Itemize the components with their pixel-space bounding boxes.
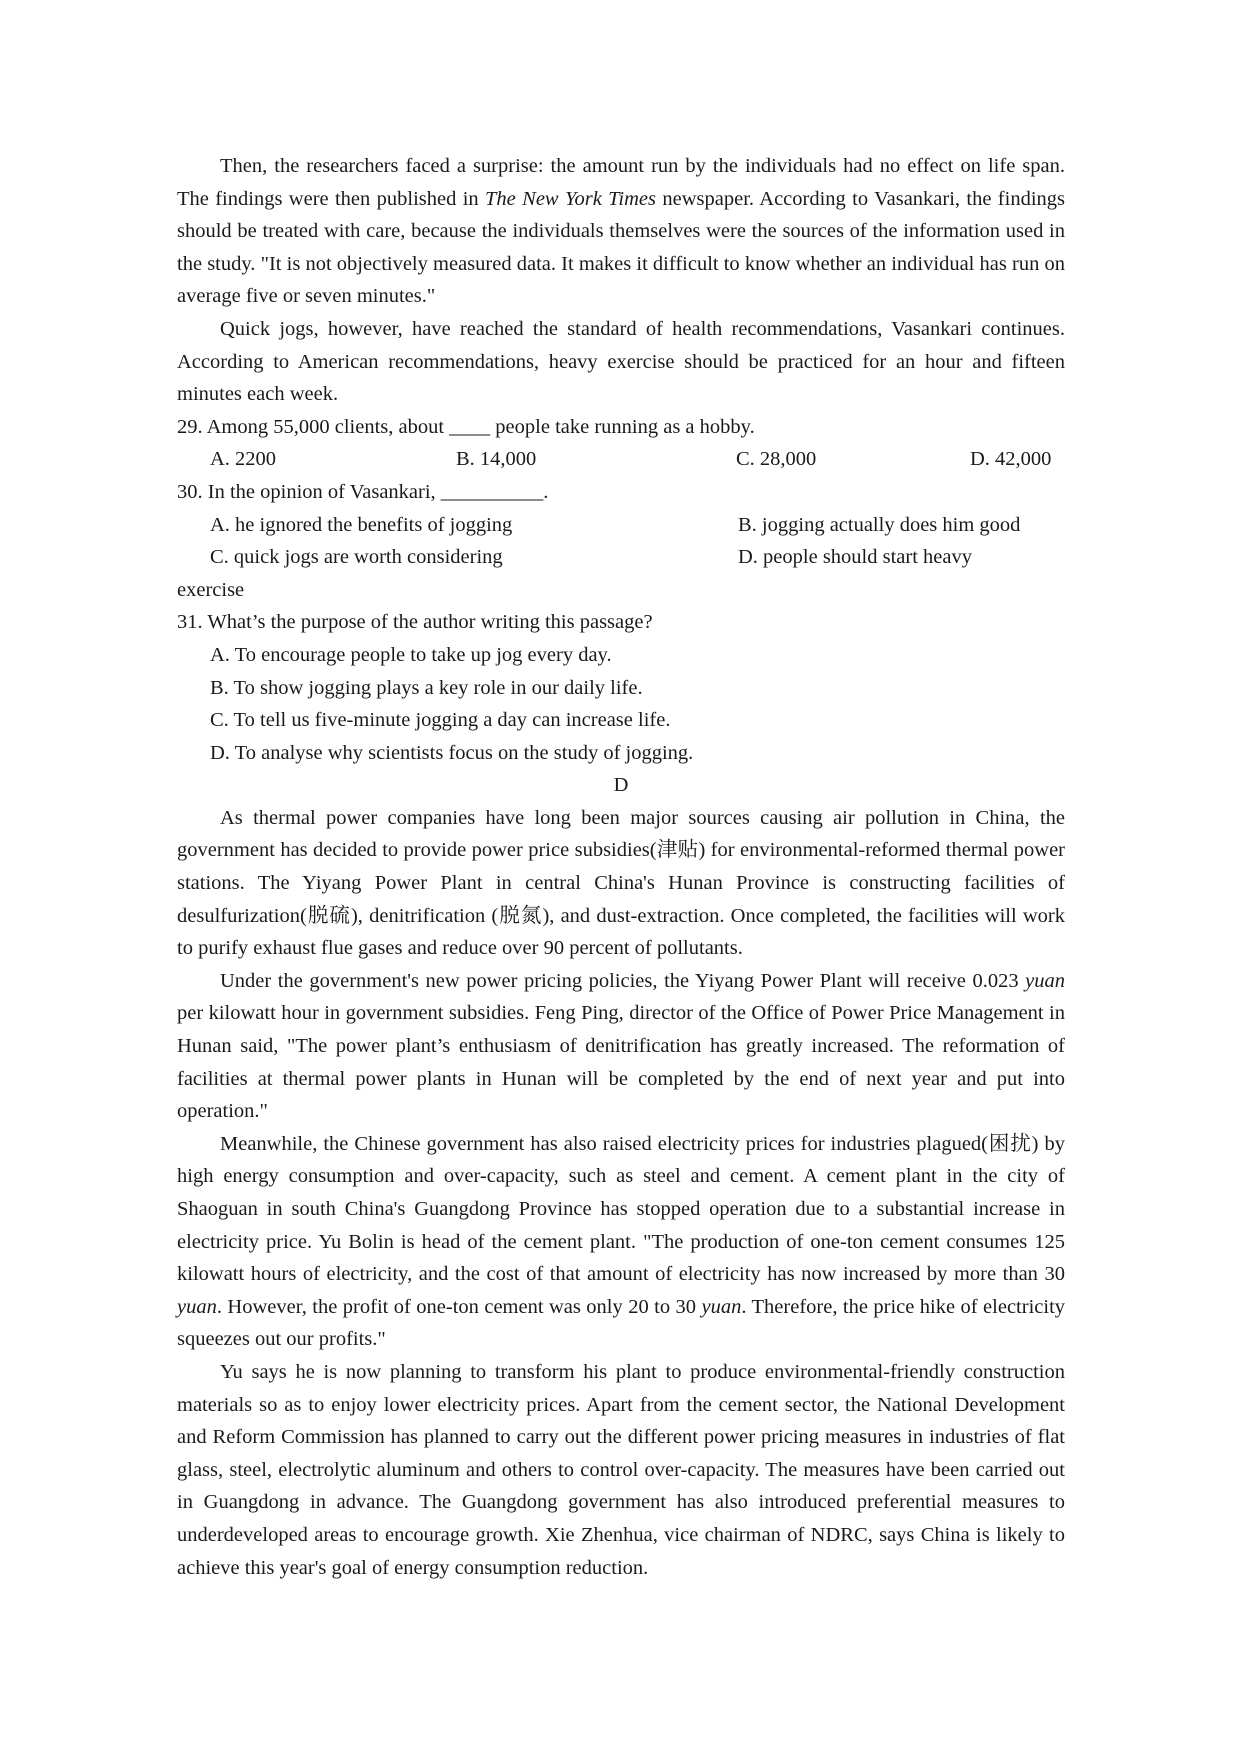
option-d-continuation: exercise <box>177 578 245 601</box>
option-d: D. people should start heavy <box>738 546 972 569</box>
question-30-stem: 30. In the opinion of Vasankari, __________. <box>177 480 549 503</box>
option-d: D. To analyse why scientists focus on the study of jogging. <box>210 741 694 764</box>
passage-d-paragraph-3 <box>177 1128 1065 1356</box>
currency-term: yuan <box>1025 969 1065 992</box>
option-c: C. 28,000 <box>736 448 817 471</box>
text-run: Under the government's new power pricing policies, the Yiyang Power Plant will receive 0.023 <box>220 969 1026 992</box>
option-c: C. To tell us five-minute jogging a day can increase life. <box>210 709 671 732</box>
passage-d-paragraph-4: Yu says he is now planning to transform his plant to produce environmental-friendly construction materials so as to enjoy lower electricity prices. Apart from the cement sector, the National Development and Reform Commission has planned to carry out the different power pricing measures in industries of flat glass, steel, electrolytic aluminum and others to control over-capacity. The measures have been carried out in Guangdong in advance. The Guangdong government has also introduced preferential measures to underdeveloped areas to encourage growth. Xie Zhenhua, vice chairman of NDRC, says China is likely to achieve this year's goal of energy consumption reduction. <box>177 1360 1065 1579</box>
question-31-stem: 31. What’s the purpose of the author writing this passage? <box>177 611 653 634</box>
text-run: per kilowatt hour in government subsidies. Feng Ping, director of the Office of Power Price Management in Hunan said, "The power plant’s enthusiasm of denitrification has greatly increased. The reformation of facilities at thermal power plants in Hunan will be completed by the end of next year and put into operation." <box>177 1002 1065 1123</box>
option-b: B. To show jogging plays a key role in our daily life. <box>210 676 643 699</box>
option-a: A. he ignored the benefits of jogging <box>210 513 513 536</box>
option-b: B. 14,000 <box>456 448 537 471</box>
option-c: C. quick jogs are worth considering <box>210 546 503 569</box>
newspaper-title: The New York Times <box>485 187 657 210</box>
page-content <box>177 150 1065 1584</box>
text-run: . However, the profit of one-ton cement was only 20 to 30 <box>216 1295 702 1318</box>
text-run: Then, the researchers faced a surprise: the amount run by the individuals had no effect on life span. The findings were then published in <box>177 155 1065 210</box>
passage-c-paragraph-2: Quick jogs, however, have reached the standard of health recommendations, Vasankari continues. According to American recommendations, heavy exercise should be practiced for an hour and fifteen minutes each week. <box>177 317 1065 406</box>
currency-term: yuan <box>177 1295 217 1318</box>
passage-d-paragraph-2 <box>177 965 1065 1128</box>
option-a: A. To encourage people to take up jog every day. <box>210 643 612 666</box>
option-b: B. jogging actually does him good <box>738 513 1021 536</box>
option-d: D. 42,000 <box>970 448 1052 471</box>
text-run: newspaper. According to Vasankari, the findings should be treated with care, because the individuals themselves were the sources of the information used in the study. "It is not objectively measured data. It makes it difficult to know whether an individual has run on average five or seven minutes." <box>177 187 1066 308</box>
question-30-options-row-1 <box>177 509 1065 542</box>
text-run: Meanwhile, the Chinese government has also raised electricity prices for industries plagued(困扰) by high energy consumption and over-capacity, such as steel and cement. A cement plant in the city of Shaoguan in south China's Guangdong Province has stopped operation due to a substantial increase in electricity price. Yu Bolin is head of the cement plant. "The production of one-ton cement consumes 125 kilowatt hours of electricity, and the cost of that amount of electricity has now increased by more than 30 <box>177 1132 1065 1286</box>
question-29-options <box>177 443 1065 476</box>
passage-c-paragraph-1 <box>177 150 1065 313</box>
question-29-stem: 29. Among 55,000 clients, about ____ people take running as a hobby. <box>177 415 755 438</box>
text-run: . Therefore, the price hike of electricity squeezes out our profits." <box>177 1295 1066 1351</box>
passage-d-paragraph-1: As thermal power companies have long been major sources causing air pollution in China, the government has decided to provide power price subsidies(津贴) for environmental-reformed thermal power stations. The Yiyang Power Plant in central China's Hunan Province is constructing facilities of desulfurization(脱硫), denitrification (脱氮), and dust-extraction. Once completed, the facilities will work to purify exhaust flue gases and reduce over 90 percent of pollutants. <box>177 806 1065 960</box>
currency-term: yuan <box>701 1295 742 1318</box>
option-a: A. 2200 <box>210 448 277 471</box>
question-30-options-row-2 <box>177 541 1065 574</box>
section-heading-d: D <box>613 774 629 797</box>
